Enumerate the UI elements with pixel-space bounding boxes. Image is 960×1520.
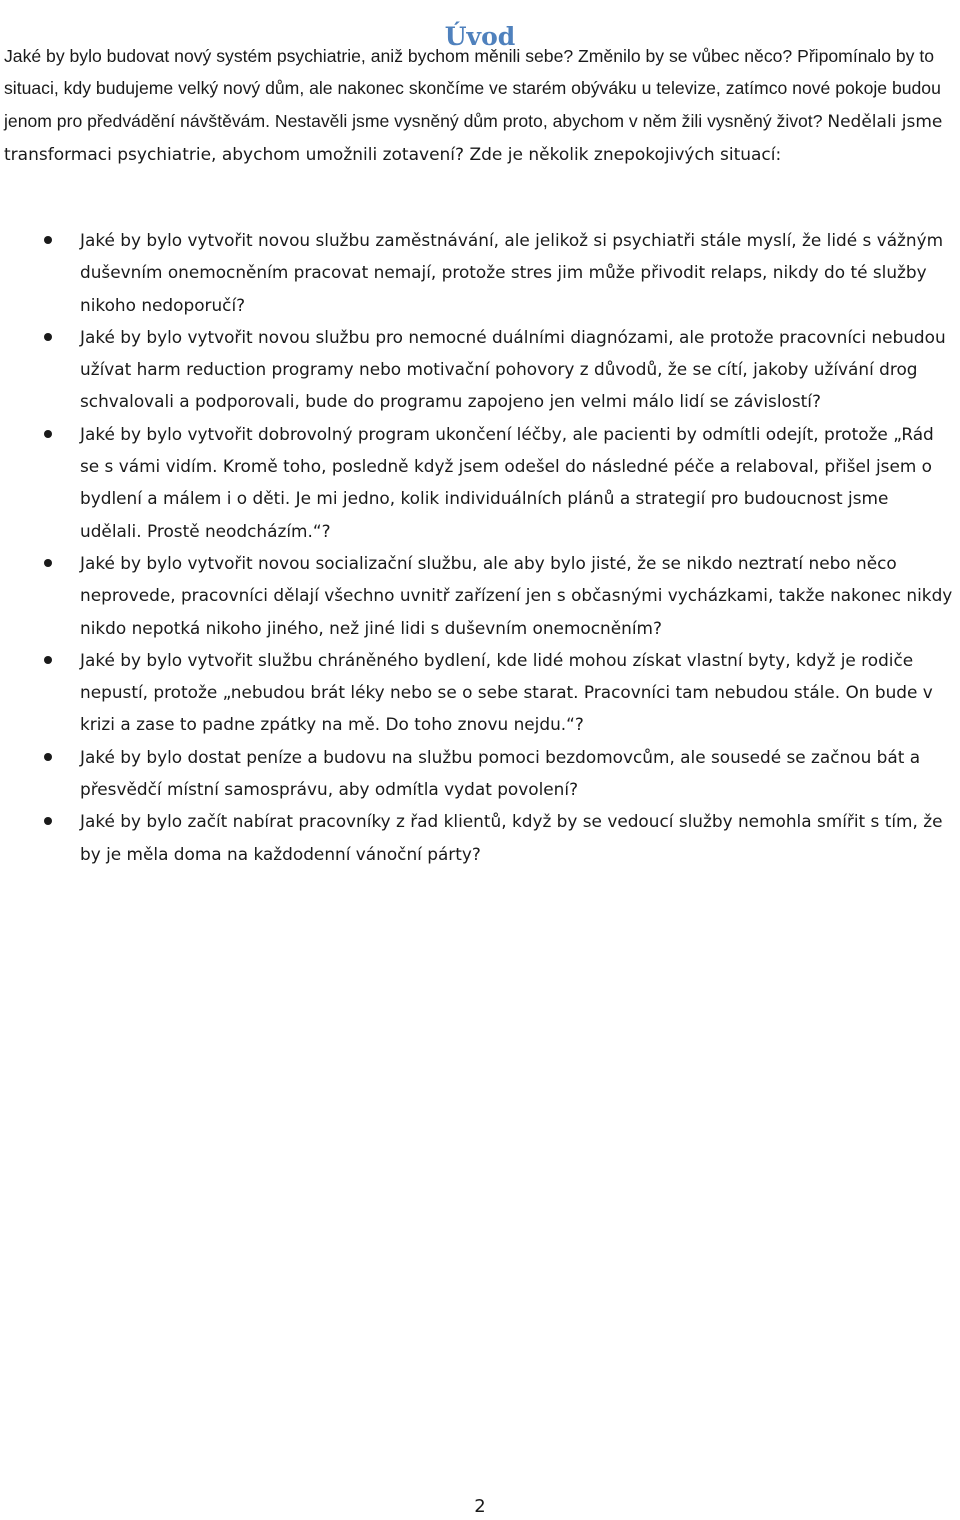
bullet-icon bbox=[44, 236, 52, 244]
bullet-icon bbox=[44, 817, 52, 825]
list-item-text: Jaké by bylo vytvořit službu chráněného bydlení, kde lidé mohou získat vlastní byty, když je rodiče nepustí, protože „nebudou brát léky nebo se o sebe starat. Pracovníci tam nebudou stále. On bude v krizi a zase to padne zpátky na mě. Do toho znovu nejdu.“? bbox=[80, 649, 933, 735]
intro-text-continued: Nedělali jsme transformaci psychiatrie, abychom umožnili zotavení? Zde je několik znepokojivých situací: bbox=[4, 111, 943, 165]
list-item-text: Jaké by bylo dostat peníze a budovu na službu pomoci bezdomovcům, ale sousedé se začnou bát a přesvědčí místní samosprávu, aby odmítla vydat povolení? bbox=[80, 746, 921, 800]
page-number: 2 bbox=[474, 1496, 486, 1517]
intro-paragraph bbox=[4, 40, 956, 171]
intro-text: Jaké by bylo budovat nový systém psychiatrie, aniž bychom měnili sebe? Změnilo by se vůbec něco? Připomínalo by to situaci, kdy budujeme velký nový dům, ale nakonec skončíme ve starém obýváku u televize, zatímco nové pokoje budou jenom pro předvádění návštěvám. Nestavěli jsme vysněný dům proto, abychom v něm žili vysněný život? bbox=[4, 46, 941, 131]
list-item bbox=[0, 418, 960, 547]
list-item-text: Jaké by bylo vytvořit dobrovolný program ukončení léčby, ale pacienti by odmítli odejít, protože „Rád se s vámi vidím. Kromě toho, posledně když jsem odešel do následné péče a relaboval, přišel jsem o bydlení a málem i o děti. Je mi jedno, kolik individuálních plánů a strategií pro budoucnost jsme udělali. Prostě neodcházím.“? bbox=[80, 423, 934, 541]
list-item bbox=[0, 547, 960, 644]
list-item bbox=[0, 741, 960, 806]
list-item-text: Jaké by bylo vytvořit novou službu pro nemocné duálními diagnózami, ale protože pracovníci nebudou užívat harm reduction programy nebo motivační pohovory z důvodů, že se cítí, jakoby užívání drog schvalovali a podporovali, bude do programu zapojeno jen velmi málo lidí se závislostí? bbox=[80, 326, 946, 412]
list-item bbox=[0, 805, 960, 870]
bullet-icon bbox=[44, 333, 52, 341]
list-item bbox=[0, 321, 960, 418]
situations-list bbox=[0, 224, 960, 870]
list-item-text: Jaké by bylo vytvořit novou socializační službu, ale aby bylo jisté, že se nikdo neztratí nebo něco neprovede, pracovníci dělají všechno uvnitř zařízení jen s občasnými vycházkami, takže nakonec nikdy nikdo nepotká nikoho jiného, než jiné lidi s duševním onemocněním? bbox=[80, 552, 953, 638]
bullet-icon bbox=[44, 753, 52, 761]
bullet-icon bbox=[44, 559, 52, 567]
page-title: Úvod bbox=[444, 21, 516, 51]
bullet-icon bbox=[44, 430, 52, 438]
list-item bbox=[0, 224, 960, 321]
list-item-text: Jaké by bylo vytvořit novou službu zaměstnávání, ale jelikož si psychiatři stále myslí, že lidé s vážným duševním onemocněním pracovat nemají, protože stres jim může přivodit relaps, nikdy do té služby nikoho nedoporučí? bbox=[80, 230, 944, 315]
list-item bbox=[0, 644, 960, 741]
list-item-text: Jaké by bylo začít nabírat pracovníky z řad klientů, když by se vedoucí služby nemohla smířit s tím, že by je měla doma na každodenní vánoční párty? bbox=[80, 811, 943, 864]
bullet-icon bbox=[44, 656, 52, 664]
